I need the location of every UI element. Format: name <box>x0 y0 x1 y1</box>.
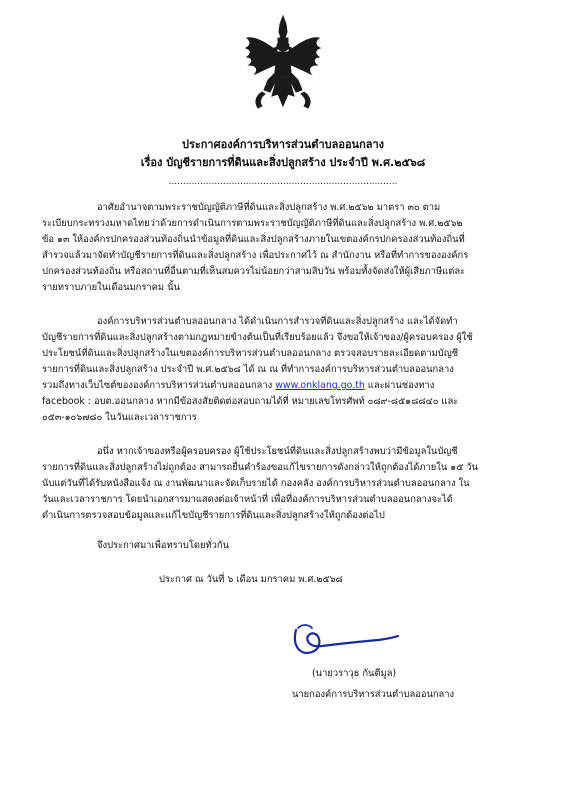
website-link[interactable]: www.onklang.go.th <box>275 380 365 391</box>
closing-statement: จึงประกาศมาเพื่อทราบโดยทั่วกัน <box>97 540 230 551</box>
announcement-title: ประกาศองค์การบริหารส่วนตำบลออนกลาง <box>181 138 385 151</box>
paragraph-line: วันและเวลาราชการ โดยนำเอกสารมาแสดงต่อเจ้าหน้าที่ เพื่อที่องค์การบริหารส่วนตำบลออนกลางจะได้ <box>42 494 453 505</box>
paragraph-line-contact: facebook : อบต.ออนกลาง หากมีข้อสงสัยติดต่อสอบถามได้ที่ หมายเลขโทรศัพท์ ๐๘๙-๘๕๑๘๘๔๐ และ <box>42 396 459 407</box>
paragraph-survey-notice <box>42 314 538 426</box>
paragraph-line-contact: ๐๕๓-๑๐๖๗๘๐ ในวันและเวลาราชการ <box>42 412 197 423</box>
paragraph-line: อาศัยอำนาจตามพระราชบัญญัติภาษีที่ดินและสิ่งปลูกสร้าง พ.ศ.๒๕๖๒ มาตรา ๓๐ ตาม <box>97 202 441 213</box>
paragraph-correction-notice <box>42 444 538 524</box>
paragraph-line: ประโยชน์ที่ดินและสิ่งปลูกสร้างในเขตองค์การบริหารส่วนตำบลออนกลาง ตรวจสอบรายละเอียดตามบัญชี <box>42 348 459 359</box>
signer-position: นายกองค์การบริหารส่วนตำบลออนกลาง <box>292 689 455 700</box>
handwritten-signature <box>282 616 402 662</box>
paragraph-line: สำรวจแล้วมาจัดทำบัญชีรายการที่ดินและสิ่งปลูกสร้าง เพื่อประกาศไว้ ณ สำนักงาน หรือที่ทำการขององค์กร <box>42 250 469 261</box>
paragraph-line: รายการที่ดินและสิ่งปลูกสร้าง ประจำปี พ.ศ.๒๕๖๘ ได้ ณ ณ ที่ทำการองค์การบริหารส่วนตำบลออนกลาง <box>42 364 454 375</box>
garuda-emblem <box>244 14 322 112</box>
paragraph-line: รายการที่ดินและสิ่งปลูกสร้างไม่ถูกต้อง สามารถยื่นคำร้องขอแก้ไขรายการดังกล่าวให้ถูกต้องได้ภายใน ๑๕ วัน <box>42 462 478 473</box>
paragraph-line: นับแต่วันที่ได้รับหนังสือแจ้ง ณ งานพัฒนาและจัดเก็บรายได้ กองคลัง องค์การบริหารส่วนตำบลออนกลาง ใน <box>42 478 470 489</box>
paragraph-line: รายทราบภายในเดือนมกราคม นั้น <box>42 282 180 293</box>
paragraph-line: องค์การบริหารส่วนตำบลออนกลาง ได้ดำเนินการสำรวจที่ดินและสิ่งปลูกสร้าง และได้จัดทำ <box>97 316 458 327</box>
paragraph-line-text: และผ่านช่องทาง <box>364 380 435 391</box>
announcement-date: ประกาศ ณ วันที่ ๖ เดือน มกราคม พ.ศ.๒๕๖๘ <box>159 574 343 585</box>
paragraph-line: ดำเนินการตรวจสอบข้อมูลและแก้ไขบัญชีรายการที่ดินและสิ่งปลูกสร้างให้ถูกต้องต่อไป <box>42 510 385 521</box>
paragraph-line: อนึ่ง หากเจ้าของหรือผู้ครอบครอง ผู้ใช้ประโยชน์ที่ดินและสิ่งปลูกสร้างพบว่ามีข้อมูลในบัญชี <box>97 446 458 457</box>
paragraph-line-text: รวมถึงทางเว็บไซต์ขององค์การบริหารส่วนตำบลออนกลาง <box>42 380 273 391</box>
paragraph-line: ข้อ ๑๓ ให้องค์กรปกครองส่วนท้องถิ่นนำข้อมูลที่ดินและสิ่งปลูกสร้างภายในเขตองค์กรปกครองส่วนท้องถิ่นที่ <box>42 234 465 245</box>
announcement-subject: เรื่อง บัญชีรายการที่ดินและสิ่งปลูกสร้าง ประจำปี พ.ศ.๒๕๖๘ <box>140 156 426 169</box>
paragraph-line: ปกครองส่วนท้องถิ่น หรือสถานที่อื่นตามที่เห็นสมควรไม่น้อยกว่าสามสิบวัน พร้อมทั้งจัดส่งให้ผู้เสียภาษีแต่ละ <box>42 266 466 277</box>
title-separator: ................................................................................ <box>168 177 398 187</box>
paragraph-legal-basis <box>42 200 538 296</box>
paragraph-line-website <box>42 378 538 394</box>
paragraph-line: บัญชีรายการที่ดินและสิ่งปลูกสร้างตามกฎหมายข้างต้นเป็นที่เรียบร้อยแล้ว จึงขอให้เจ้าของ/ผู้ครอบครอง ผู้ใช้ <box>42 332 473 343</box>
paragraph-line: ระเบียบกระทรวงมหาดไทยว่าด้วยการดำเนินการตามพระราชบัญญัติภาษีที่ดินและสิ่งปลูกสร้าง พ.ศ.๒๕๖๒ <box>42 218 463 229</box>
signer-name: (นายวราวุธ กันตีมูล) <box>312 668 397 679</box>
